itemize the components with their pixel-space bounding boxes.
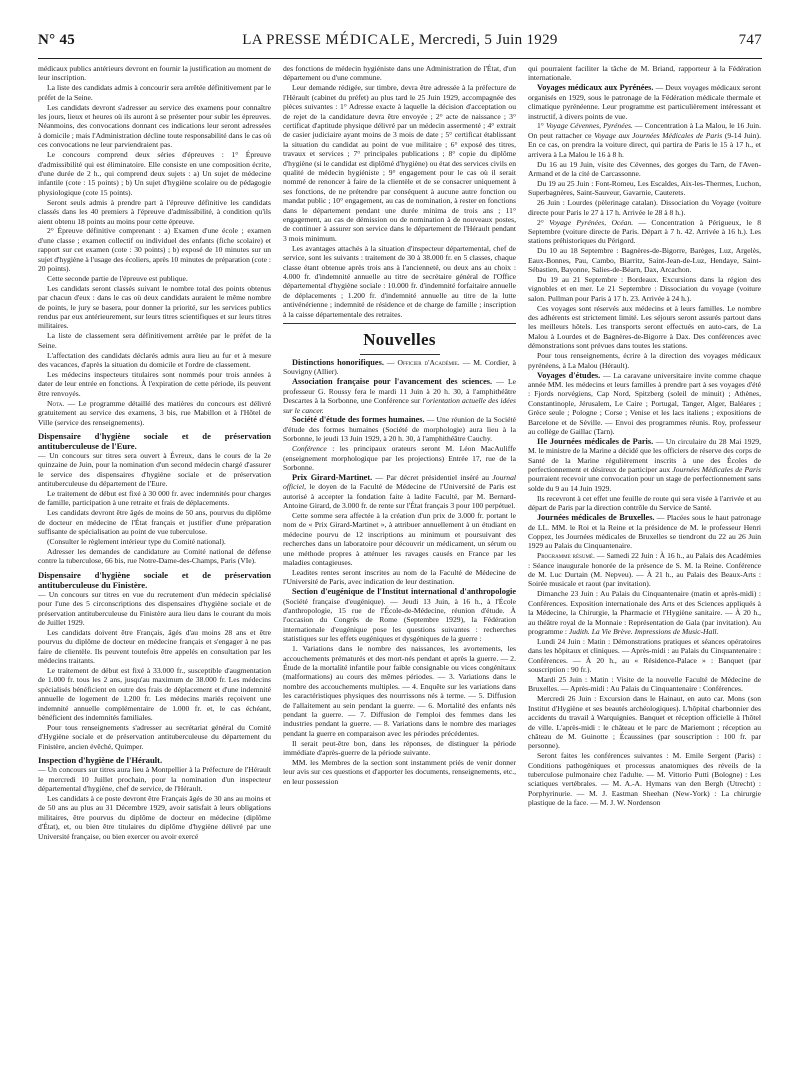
prix-text: — Par décret présidentiel inséré au <box>372 472 493 482</box>
paragraph: 1. Variations dans le nombre des naissances, les avortements, les accouchements prématurés et des mort-nés pendant et après la guerre. — 2. Étude de la mortalité infantile pour faible consignable ou vices congénitaux (malformations) au cours des mêmes périodes. — 3. Variations dans le nombre des accouchements multiples. — 4. Enquête sur les variations dans les caractéristiques physiques des nourrissons nés à terme. — 5. Diffusion de l'allaitement au sein pendant la guerre. — 6. Mortalité des enfants nés pendant la guerre. — 7. Diffusion de l'emploi des femmes dans les industries pendant la guerre. — 8. Variations dans le nombre des mariages pendant la guerre en comparaison avec les périodes précédentes. <box>283 644 516 738</box>
paragraph: Les candidats devront s'adresser au service des examens pour connaître les jours, lieux et heures où ils auront à se présenter pour subir les épreuves. Néanmoins, des convocations donnant ces indications leur seront adressées à domicile ; mais l'Administration décline toute responsabilité dans le cas où ces convocations ne leur parviendraient pas. <box>38 102 271 150</box>
nota-paragraph <box>38 399 271 427</box>
paragraph <box>528 121 761 159</box>
item-number: 2° <box>537 217 550 227</box>
paragraph: Les médecins inspecteurs titulaires sont nommés pour trois années à dater de leur entrée en fonctions. À l'expiration de cette période, ils peuvent être renvoyés. <box>38 370 271 398</box>
paragraph: Seront seuls admis à prendre part à l'épreuve définitive les candidats classés dans les 40 premiers à l'épreuve d'admissibilité, à condition qu'ils aient obtenu 18 points au moins pour cette épreuve. <box>38 197 271 226</box>
paragraph: Adresser les demandes de candidature au Comité national de défense contre la tuberculose, 66 bis, rue Notre-Dame-des-Champs, Paris (VIe). <box>38 547 271 566</box>
column-1 <box>38 64 271 1074</box>
news-bruxelles <box>528 513 761 551</box>
paragraph: Pour tous renseignements, écrire à la direction des voyages médicaux pyrénéens, à La Malou (Hérault). <box>528 351 761 370</box>
paragraph: Du 10 au 18 Septembre : Bagnères-de-Bigorre, Barèges, Luz, Argelès, Eaux-Bonnes, Pau, Cambo, Biarritz, Saint-Jean-de-Luz, Hendaye, Saint-Sébastien, Bayonne, Salies-de-Béarn, Dax, Arcachon. <box>528 246 761 275</box>
paragraph: Ces voyages sont réservés aux médecins et à leurs familles. Le nombre des adhérents est strictement limité. Les séjours seront assurés partout dans les meilleurs hôtels. Les transports seront effectués en auto-cars, de La Malou à Lourdes et de Bagnères-de-Bigorre à Dax. Des conférences avec démonstrations sont prévues dans toutes les stations. <box>528 303 761 351</box>
paragraph: Du 16 au 19 Juin, visite des Cévennes, des gorges du Tarn, de l'Aven-Armand et de la cité de Carcassonne. <box>528 159 761 178</box>
programme-text: — Samedi 22 Juin : À 16 h., au Palais des Académies : Séance inaugurale honorée de la présence de S. M. la Reine. Conférence de M. Luc Durtain (M. Nepveu). — À 21 h., au Palais des Beaux-Arts : Soirée musicale et raout (par invitation). <box>528 551 761 589</box>
nota-text: — Le programme détaillé des matières du concours est délivré gratuitement au service des examens, 3 bis, rue Mabillon et à l'Hôtel de Ville (service des renseignements). <box>38 398 271 427</box>
paragraph: Ils recevront à cet effet une feuille de route qui sera visée à l'arrivée et au départ de Paris par la direction contrôle du Service de Santé. <box>528 493 761 513</box>
gala-programme: Judith. La Vie Brève. Impressions de Music-Hall. <box>568 626 719 636</box>
paragraph: La liste des candidats admis à concourir sera arrêtée définitivement par le préfet de la Seine. <box>38 83 271 102</box>
distinction-text: — M. Cordier, à Souvigny (Allier). <box>283 357 516 377</box>
journal-title <box>38 32 762 49</box>
heading-voyages-etudes: Voyages d'études. <box>537 370 601 380</box>
paragraph: Le traitement de début est fixé à 30 000 fr. avec indemnités pour charges de famille, participation à une retraite et frais de déplacements. <box>38 489 271 508</box>
paragraph: L'affectation des candidats déclarés admis aura lieu au fur et à mesure des vacances, d'après la situation du domicile et l'ordre de classement. <box>38 350 271 370</box>
column-3 <box>528 64 761 1074</box>
voyage-text: — Concentration à La Malou, le 16 Juin. On peut rattacher ce <box>528 121 761 140</box>
item-number: 1° <box>537 121 546 131</box>
paragraph: — Un concours sur titres sera ouvert à Évreux, dans le cours de la 2e quinzaine de Juin, pour la nomination d'un second médecin chargé d'assurer le service des dispensaires d'hygiène sociale et de préservation antituberculeuse du département de l'Eure. <box>38 450 271 489</box>
page-header <box>38 32 762 56</box>
paragraph: Leur demande rédigée, sur timbre, devra être adressée à la préfecture de l'Hérault (cabinet du préfet) au plus tard le 25 Juin 1929, accompagnée des pièces suivantes : 1° Adresse exacte à laquelle la décision d'acceptation ou de rejet de la candidature devra être envoyée ; 2° acte de naissance ; 3° certificat d'aptitude physique délivré par un médecin assermenté ; 4° extrait de casier judiciaire ayant moins de 3 mois de date ; 5° certificat établissant la situation du candidat au point de vue militaire ; 6° exposé des titres, travaux et services ; 7° principales publications ; 8° copie du diplôme d'hygiène (si le candidat est diplômé d'hygiène) ou état des services civils en qualité de médecin hygiéniste ; 9° engagement pour le cas où il serait nommé de renoncer à faire de la clientèle et de se consacrer uniquement à ses fonctions, de ne prétendre par conséquent à aucune autre fonction ou mandat public ; 10° engagement, au cas de nomination, à rester en fonctions dans le département pendant une durée minima de trois ans ; 11° engagement, au cas de démission ou de nomination à de nouveaux postes, de continuer à assurer son service dans le département de l'Hérault pendant 3 mois minimum. <box>283 83 516 243</box>
journal-officiel: Journal officiel <box>283 472 516 492</box>
paragraph: Les candidats devront être âgés de moins de 50 ans, pourvus du diplôme de docteur en médecine de l'État français et justifier d'une préparation suffisante de spécialisation au point de vue tuberculose. <box>38 508 271 537</box>
marine-text: — Un circulaire du 28 Mai 1929, M. le ministre de la Marine a décidé que les officiers de réserve des corps de Santé de la Marine régulièrement inscrits à une des Écoles de perfectionnement et désireux de participer aux <box>528 436 761 475</box>
heading-prix: Prix Girard-Martinet. <box>292 472 373 482</box>
paragraph: médicaux publics antérieurs devront en fournir la justification au moment de leur inscription. <box>38 64 271 83</box>
issue-number: N° 45 <box>38 32 76 48</box>
section-divider <box>283 323 516 324</box>
paragraph: qui pourraient faciliter la tâche de M. Briand, rapporteur à la Fédération internationale. <box>528 64 761 83</box>
conference-text: : les principaux orateurs seront M. Léon MacAuliffe (enseignement morphologique par les projections) Entrée 17, rue de la Sorbonne. <box>283 444 516 472</box>
paragraph: Seront faites les conférences suivantes : M. Emile Sergent (Paris) : Conditions pathogéniques et processus anatomiques des réveils de la tuberculose pulmonaire chez l'adulte. — M. Vittorio Putti (Bologne) : Les sciatiques vertébrales. — M. A.-A. Hymans van den Bergh (Utrecht) : Porphyrinurie. — M. J. Eastman Sheehan (New-York) : La chirurgie plastique de la face. — M. J. W. Nordenson <box>528 751 761 808</box>
paragraph: Le traitement de début est fixé à 33.000 fr., susceptible d'augmentation de 1.000 fr. tous les 2 ans, jusqu'au maximum de 38.000 fr. Les médecins spécialisés bénéficient en outre des frais de déplacement et d'une indemnité annuelle de logement de 1.200 fr. Les médecins mariés reçoivent une indemnité annuelle complémentaire de 1.000 fr. et, le cas échéant, bénéficient des indemnités familiales. <box>38 666 271 723</box>
paragraph: 2° Épreuve définitive comprenant : a) Examen d'une école ; examen d'une classe ; examen collectif ou individuel des enfants (fiche scolaire) et rapport sur cet examen (cote : 30 points) ; b) exposé de 10 minutes sur un sujet d'hygiène à l'usage des écoliers, après 10 minutes de préparation (cote : 20 points). <box>38 226 271 274</box>
dimanche-text: Dimanche 23 Juin : Au Palais du Cinquantenaire (matin et après-midi) : Conférences. Exposition internationale des Arts et des Sciences appliqués à la Médecine, la Chirurgie, la Pharmacie et l'Hygiène sanitaire. — À 20 h., au théâtre royal de la Monnaie : Représentation de Gala (par invitation). Au programme : <box>528 589 761 636</box>
paragraph: Pour tous renseignements s'adresser au secrétariat général du Comité d'Hygiène sociale et de préservation antituberculeuse du département du Finistère, ancien évêché, Quimper. <box>38 723 271 751</box>
columns <box>38 64 762 1074</box>
voyages-etudes-text: — La caravane universitaire invite comme chaque année MM. les médecins et leurs familles à prendre part à ses voyages d'été : Fjords norvégiens, Cap Nord, Spitzberg (soleil de minuit) ; Athènes, Constantinople, Jérusalem, Le Caire ; Portugal, Tanger, Alger, Baléares ; Grèce seule ; Pologne ; Corse ; Venise et les lacs italiens ; expositions de Barcelone et de Séville. — Envoi des programmes réunis. Roy, professeur au collège de Gaillac (Tarn). <box>528 370 761 436</box>
paragraph: Les avantages attachés à la situation d'inspecteur départemental, chef de service, sont les suivants : traitement de 30 à 38.000 fr. en 5 classes, chaque classe étant obtenue après trois ans à l'ancienneté, ou deux ans au choix : 4.000 fr. d'indemnité annuelle au titre de secrétaire général de l'Office départemental d'hygiène sociale : 10.000 fr. d'indemnité forfaitaire annuelle de déplacements ; 1.200 fr. d'indemnité annuelle au titre de la lutte antivénérienne ; indemnité de résidence et de charge de famille ; inscription à la caisse départementale des retraites. <box>283 243 516 319</box>
paragraph: 26 Juin : Lourdes (pèlerinage catalan). Dissociation du Voyage (voiture directe pour Paris le 27 à 17 h. Arrivée le 28 à 8 h.). <box>528 198 761 217</box>
title-mag: MÉDICALE <box>325 32 411 48</box>
journees-name: Voyage aux Journées Médicales de Paris <box>594 130 723 140</box>
paragraph: — Un concours sur titres en vue du recrutement d'un médecin spécialisé pour l'une des 5 circonscriptions des dispensaires d'hygiène sociale et de préservation antituberculeuse du Finistère aura lieu dans le courant du mois de Juillet 1929. <box>38 589 271 628</box>
news-prix <box>283 473 516 511</box>
programme-label: Programme résumé. <box>537 551 595 561</box>
news-association <box>283 377 516 415</box>
journees-name: Journées Médicales de Paris <box>672 465 761 475</box>
paragraph: MM. les Membres de la section sont instamment priés de venir donner leur avis sur ces questions et d'apporter les documents, renseignements, etc., en leur possession <box>283 758 516 786</box>
voyages-text: — Deux voyages médicaux seront organisés en 1929, sous le patronage de la Fédération médicale thermale et climatique pyrénéenne. Leur programme est particulièrement intéressant et instructif, à divers points de vue. <box>528 83 761 121</box>
title-prefix: LA PRESSE <box>242 32 326 48</box>
voyage-text-2: (9-14 Juin). En ce cas, on prendra la voiture direct, qui partira de Paris le 15 à 17 h., et arrivera à La Malou le 16 à 8 h. <box>528 130 761 159</box>
heading-bruxelles: Journées médicales de Bruxelles. <box>537 513 655 523</box>
conference-label: Conférence <box>292 444 327 454</box>
paragraph: Cette seconde partie de l'épreuve est publique. <box>47 273 188 283</box>
news-voyages-pyrenees <box>528 83 761 121</box>
heading-societe: Société d'étude des formes humaines. <box>292 415 425 425</box>
paragraph: Du 19 au 21 Septembre : Bordeaux. Excursions dans la région des vignobles et en mer. Le 21 Septembre : Dissociation du voyage (voiture salon. Pullman pour Paris à 17 h. 23. Arrivée à 24 h.). <box>528 274 761 303</box>
news-journees-marine <box>528 437 761 493</box>
title-rule <box>360 354 440 355</box>
prix-text-2: , le doyen de la Faculté de Médecine de l'Université de Paris est autorisé à accepter la fondation faite à ladite Faculté, par M. Bernard-Antoine Girard, de 3.000 fr. de rente sur l'État français 3 pour 100 perpétuel. <box>283 482 516 511</box>
column-2 <box>283 64 516 1074</box>
paragraph <box>528 218 761 246</box>
paragraph: Les candidats seront classés suivant le nombre total des points obtenus par chacun d'eux : dans le cas où deux candidats auraient le même nombre de points, le jury se basera, pour donner la priorité, sur les services publics rendus par eux antérieurement, sur leurs titres scientifiques et sur leurs titres militaires. <box>38 283 271 331</box>
association-text: — Le professeur G. Roussy fera le mardi 11 Juin à 20 h. 30, à l'amphithéâtre Descartes à la Sorbonne, une Conférence sur <box>283 377 516 406</box>
heading-eugenique: Section d'eugénique de l'Institut international d'anthropologie <box>292 587 516 597</box>
heading-eure: Dispensaire d'hygiène sociale et de préservation antituberculeuse de l'Eure. <box>38 430 271 451</box>
news-distinctions <box>283 358 516 377</box>
heading-finistere: Dispensaire d'hygiène sociale et de préservation antituberculeuse du Finistère. <box>38 569 271 590</box>
paragraph: (Consulter le règlement intérieur type du Comité national). <box>47 537 226 547</box>
page-number: 747 <box>738 32 762 48</box>
paragraph <box>528 589 761 636</box>
paragraph: La liste de classement sera définitivement arrêtée par le préfet de la Seine. <box>38 331 271 350</box>
section-title: Nouvelles <box>363 329 436 349</box>
association-topic: l'orientation actuelle des idées sur le cancer. <box>283 396 516 415</box>
societe-text: — Une réunion de la Société d'étude des formes humaines (Société de morphologie) aura lieu à la Sorbonne, le jeudi 13 Juin 1929, à 20 h. 30, à l'amphithéâtre Cauchy. <box>283 415 516 444</box>
voyage-name: Voyage Cévennes, Pyrénées. <box>545 121 633 131</box>
news-societe <box>283 415 516 443</box>
heading-distinctions: Distinctions honorifiques. <box>292 357 384 367</box>
paragraph: Cette somme sera affectée à la création d'un prix de 3.000 fr. portant le nom de « Prix Girard-Martinet », à attribuer annuellement à un étudiant en médecine pourvu de 12 inscriptions au minimum et poursuivant des recherches dans un laboratoire pour découvrir un médicament, un sérum ou une méthode propres à atténuer les ravages causés en France par les maladies contagieuses. <box>283 510 516 567</box>
eugenique-text: (Société française d'eugénique). — Jeudi 13 Juin, à 16 h., à l'École d'anthropologie, 15 rue de l'École-de-Médecine, réunion d'étude. À l'occasion du Congrès de Rome (Septembre 1929), la Fédération internationale d'eugénique pose les questions suivantes : recherches statistiques sur les effets eugéniques et dysgéniques de la guerre : <box>283 596 516 644</box>
paragraph: Leadites rentes seront inscrites au nom de la Faculté de Médecine de l'Université de Paris, avec indication de leur destination. <box>283 567 516 587</box>
paragraph: des fonctions de médecin hygiéniste dans une Administration de l'État, d'un département ou d'une commune. <box>283 64 516 83</box>
bruxelles-text: — Placées sous le haut patronage de LL. MM. le Roi et la Reine et la présidence de M. le professeur Henri Coppez, les Journées médicales de Bruxelles se tiendront du 22 au 26 Juin 1929 au Palais du Cinquantenaire. <box>528 513 761 551</box>
paragraph: Les candidats à ce poste devront être Français âgés de 30 ans au moins et de 50 ans au plus au 31 Décembre 1929, avoir satisfait à leurs obligations militaires, être pourvus du diplôme de docteur en médecine (diplôme d'État), et, ou bien être titulaires du diplôme d'hygiène délivré par une Université française, ou bien exercer ou avoir exercé <box>38 793 271 841</box>
paragraph: — Un concours sur titres aura lieu à Montpellier à la Préfecture de l'Hérault le mercredi 10 Juillet prochain, pour la nomination d'un inspecteur départemental d'hygiène, chef de service, de l'Hérault. <box>38 765 271 794</box>
news-voyages-etudes <box>528 371 761 437</box>
header-rule <box>38 58 762 59</box>
paragraph: Il serait peut-être bon, dans les réponses, de distinguer la période immédiate d'après-guerre de la période suivante. <box>283 738 516 758</box>
title-date: , Mercredi, 5 Juin 1929 <box>410 32 558 48</box>
heading-voyages-pyrenees: Voyages médicaux aux Pyrénées. <box>537 83 654 93</box>
paragraph: Mercredi 26 Juin : Excursion dans le Hainaut, en auto car. Mons (son Institut d'Hygiène et ses beautés archéologiques). L'hôpital charbonnier des accidents du travail à Warquignies. Banquet et réception officielle à l'hôtel de ville. L'après-midi : le château et le parc de Mariemont ; réception au château de M. Guinotte ; Écaussines (par souscription : 100 fr. par personne). <box>528 694 761 751</box>
paragraph <box>528 551 761 589</box>
news-eugenique <box>283 587 516 643</box>
heading-journees-marine: IIe Journées médicales de Paris. <box>537 436 654 446</box>
distinction-title: — Officier d'Académie. <box>383 357 460 367</box>
paragraph: Du 19 au 25 Juin : Font-Romeu, Les Escaldes, Aix-les-Thermes, Luchon, Superbagnères, Saint-Sauveur, Gavarnie, Cauterets. <box>528 178 761 198</box>
paragraph <box>283 444 516 472</box>
nota-label: Nota. <box>47 398 65 408</box>
marine-text-2: pourraient recevoir une convocation pour un stage de perfectionnement sans solde du 9 au 14 Juin 1929. <box>528 474 761 493</box>
paragraph: Lundi 24 Juin : Matin : Démonstrations pratiques et séances opératoires dans les hôpitaux et cliniques. — Après-midi : au Palais du Cinquantenaire : Conférences. — À 20 h., au « Résidence-Palace » : Banquet (par souscription : 90 fr.). <box>528 636 761 675</box>
voyage-name: Voyage Pyrénées, Océan. <box>549 217 634 227</box>
heading-association: Association française pour l'avancement des sciences. <box>292 377 493 387</box>
voyage-text: — Concentration à Périgueux, le 8 Septembre (voiture directe de Paris. Départ à 7 h. 42. Arrivée à 16 h.). Les stations préhistoriques du Périgord. <box>528 217 761 246</box>
paragraph: Le concours comprend deux séries d'épreuves : 1° Épreuve d'admissibilité qui est éliminatoire. Elle consiste en une composition écrite, d'une durée de 2 h., qui comprend deux sujets : a) Un sujet de médecine infantile (cote : 15 points) ; b) Un sujet d'hygiène scolaire ou de pédagogie physiologique (cote 15 points). <box>38 150 271 197</box>
heading-herault: Inspection d'hygiène de l'Hérault. <box>38 755 163 766</box>
paragraph: Les candidats doivent être Français, âgés d'au moins 28 ans et être pourvus du diplôme de docteur en médecine français et s'engager à ne pas faire de clientèle. Ils peuvent toutefois être appelés en consultation par les médecins traitants. <box>38 627 271 666</box>
paragraph: Mardi 25 Juin : Matin : Visite de la nouvelle Faculté de Médecine de Bruxelles. — Après-midi : Au Palais du Cinquantenaire : Conférences. <box>528 675 761 694</box>
